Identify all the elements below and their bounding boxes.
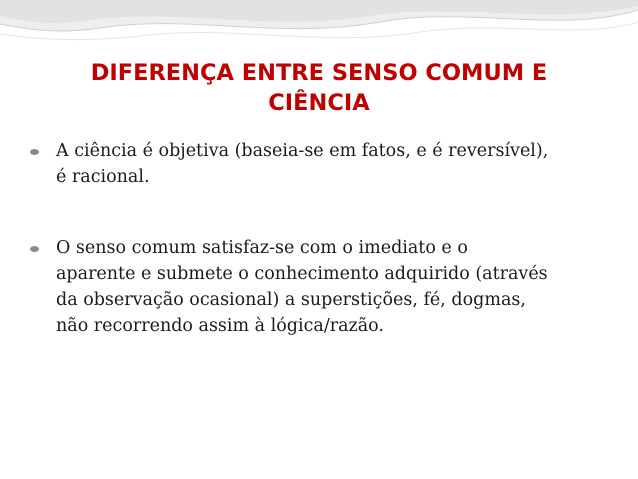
bullet-dot-icon bbox=[30, 149, 39, 155]
bullet-list bbox=[24, 138, 594, 339]
bullet-line: O senso comum satisfaz-se com o imediato e o bbox=[56, 238, 468, 258]
slide-title bbox=[40, 58, 598, 118]
bullet-item-ciencia bbox=[24, 138, 594, 190]
bullet-line: da observação ocasional) a superstições, fé, dogmas, bbox=[56, 290, 526, 310]
bullet-line: aparente e submete o conhecimento adquirido (através bbox=[56, 264, 548, 284]
top-wave-decoration bbox=[0, 0, 638, 58]
bullet-item-senso-comum bbox=[24, 235, 594, 339]
slide-title-line-2: CIÊNCIA bbox=[268, 90, 370, 116]
bullet-dot-icon bbox=[30, 246, 39, 252]
bullet-line: não recorrendo assim à lógica/razão. bbox=[56, 316, 384, 336]
bullet-line: é racional. bbox=[56, 167, 150, 187]
slide-title-line-1: DIFERENÇA ENTRE SENSO COMUM E bbox=[90, 60, 548, 86]
bullet-line: A ciência é objetiva (baseia-se em fatos, e é reversível), bbox=[56, 141, 549, 161]
